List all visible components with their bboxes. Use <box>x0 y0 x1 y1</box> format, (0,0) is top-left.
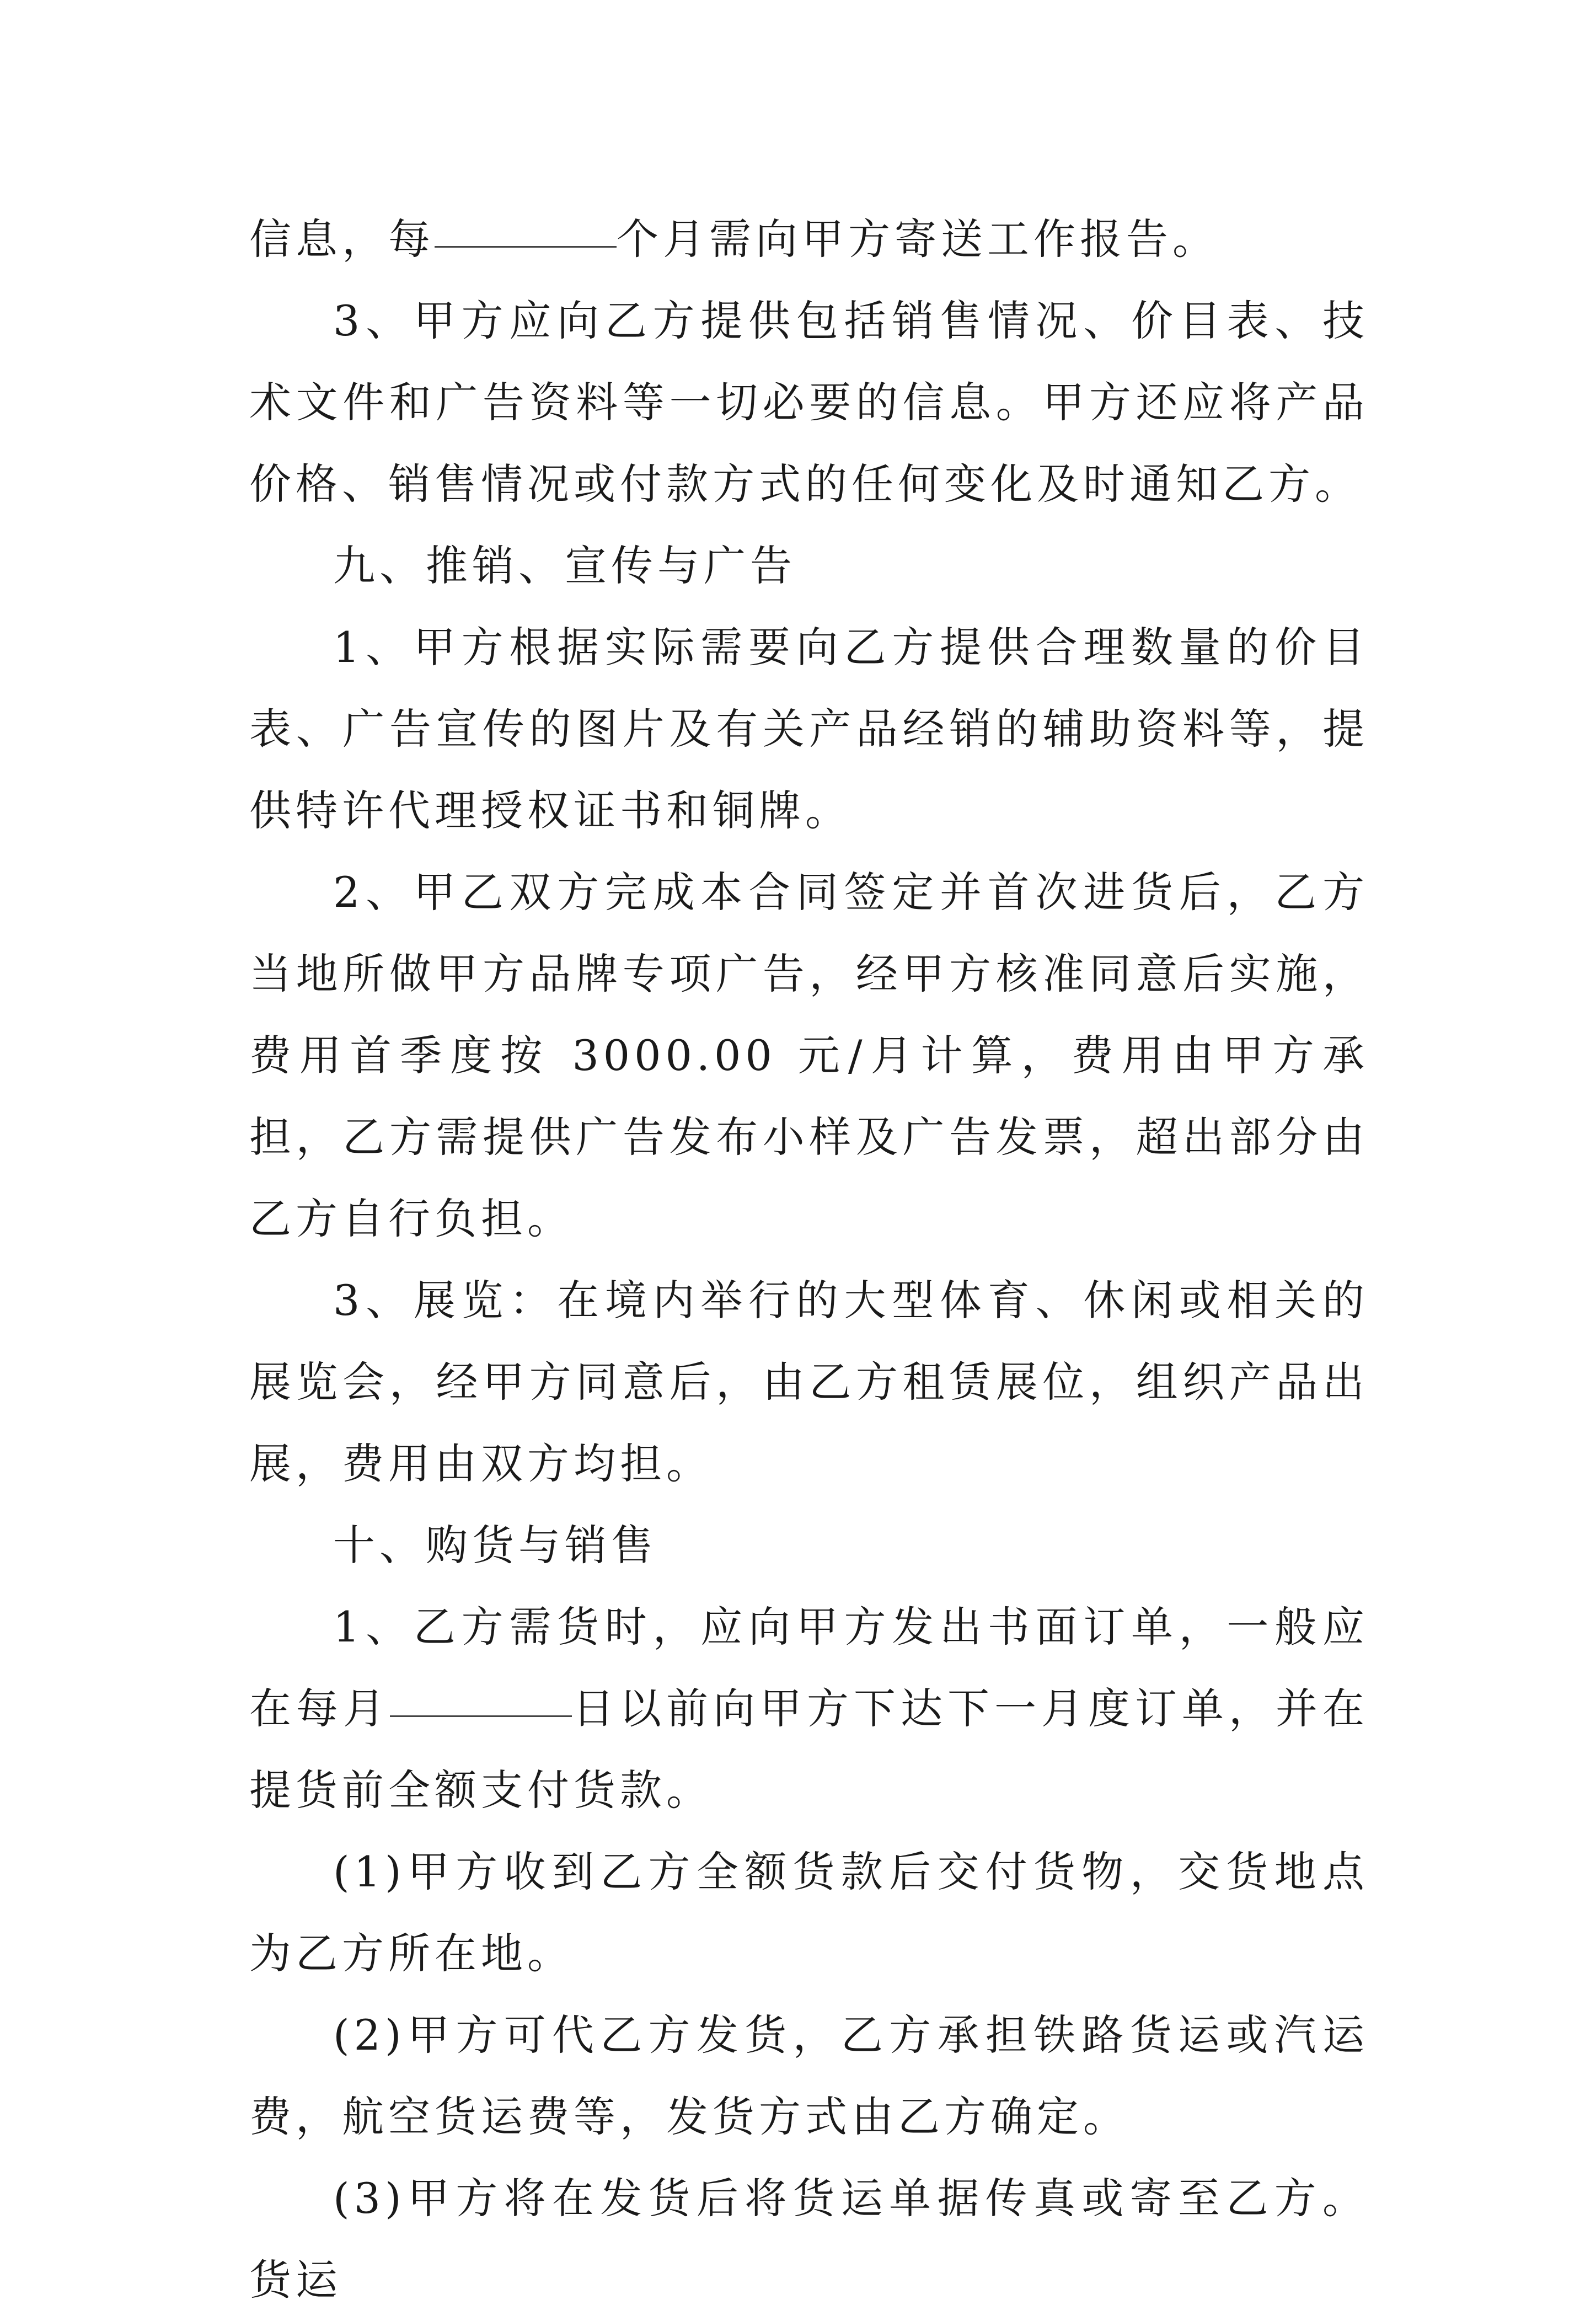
paragraph-delivery-3: (3)甲方将在发货后将货运单据传真或寄至乙方。货运 <box>249 2174 1369 2304</box>
paragraph-text: 日以前向甲方下达下一月度订单，并在提货前全额支付货款。 <box>249 1684 1369 1815</box>
paragraph-text: 个月需向甲方寄送工作报告。 <box>617 215 1219 264</box>
paragraph-delivery-1: (1)甲方收到乙方全额货款后交付货物，交货地点为乙方所在地。 <box>249 1847 1369 1978</box>
section-heading-purchase-sales: 十、购货与销售 <box>333 1521 657 1570</box>
section-heading-promotion: 九、推销、宣传与广告 <box>333 541 796 590</box>
blank-months-field <box>435 245 617 248</box>
paragraph-text: 1、乙方需货时，应向甲方发出书面订单，一般应在每月 <box>249 1602 1369 1733</box>
paragraph-text: 信息，每 <box>249 215 435 264</box>
paragraph-promotion-materials: 1、甲方根据实际需要向乙方提供合理数量的价目表、广告宣传的图片及有关产品经销的辅助资料等，提供特许代理授权证书和铜牌。 <box>249 623 1369 835</box>
paragraph-advertising-cost: 2、甲乙双方完成本合同签定并首次进货后，乙方当地所做甲方品牌专项广告，经甲方核准同意后实施，费用首季度按 3000.00 元/月计算，费用由甲方承担，乙方需提供广告发布小样及广告发票，超出部分由乙方自行负担。 <box>249 868 1369 1243</box>
paragraph-info-provision: 3、甲方应向乙方提供包括销售情况、价目表、技术文件和广告资料等一切必要的信息。甲方还应将产品价格、销售情况或付款方式的任何变化及时通知乙方。 <box>249 296 1369 509</box>
paragraph-report-frequency <box>249 199 1369 280</box>
paragraph-delivery-2: (2)甲方可代乙方发货，乙方承担铁路货运或汽运费，航空货运费等，发货方式由乙方确定。 <box>249 2010 1369 2141</box>
blank-day-field <box>390 1715 572 1717</box>
paragraph-exhibition: 3、展览：在境内举行的大型体育、休闲或相关的展览会，经甲方同意后，由乙方租赁展位，组织产品出展，费用由双方均担。 <box>249 1276 1369 1488</box>
document-body <box>249 199 1369 2321</box>
paragraph-order-procedure <box>249 1586 1369 1831</box>
